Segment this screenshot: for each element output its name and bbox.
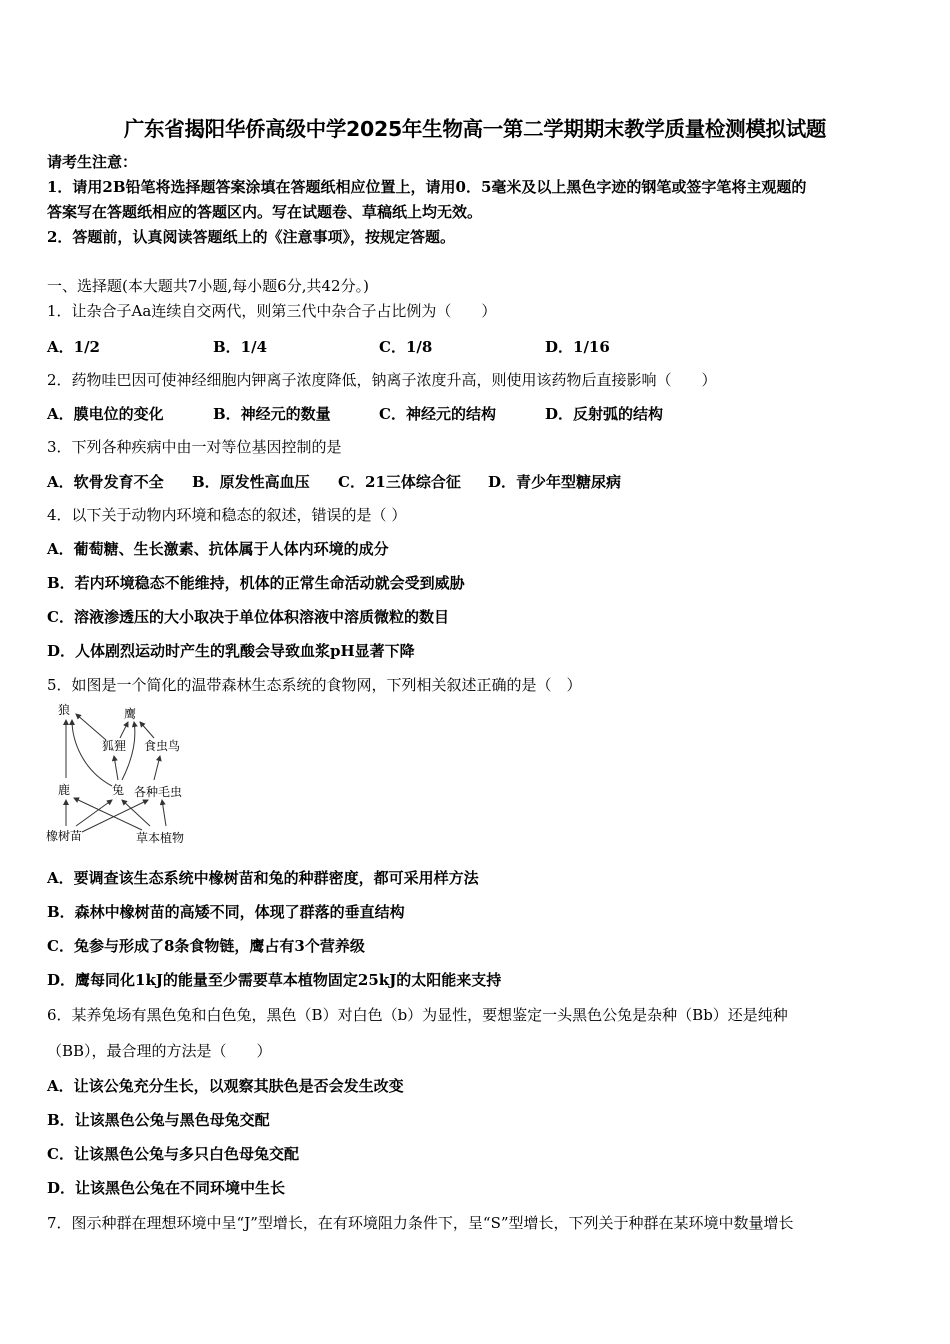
node-caterpillars: 各种毛虫 [134,785,183,799]
q1-option-a[interactable]: A．1/2 [47,338,100,356]
question-1-options [47,336,610,357]
question-2-stem: 2．药物哇巴因可使神经细胞内钾离子浓度降低，钠离子浓度升高，则使用该药物后直接影响（ ） [47,371,717,389]
node-deer: 鹿 [58,783,71,797]
question-6-stem-b: （BB），最合理的方法是（ ） [47,1042,272,1060]
question-7-stem: 7．图示种群在理想环境中呈“J”型增长，在有环境阻力条件下，呈“S”型增长，下列关于种群在某环境中数量增长 [47,1214,794,1232]
q2-option-c[interactable]: C．神经元的结构 [379,405,496,423]
notice-item-1a: 1．请用2B铅笔将选择题答案涂填在答题纸相应位置上，请用0．5毫米及以上黑色字迹的钢笔或签字笔将主观题的 [47,178,807,196]
q3-option-a[interactable]: A．软骨发育不全 [47,473,164,491]
q6-option-b[interactable]: B．让该黑色公兔与黑色母兔交配 [47,1111,270,1129]
q5-option-c[interactable]: C．兔参与形成了8条食物链，鹰占有3个营养级 [47,937,365,955]
node-fox: 狐狸 [102,739,127,753]
question-3-stem: 3．下列各种疾病中由一对等位基因控制的是 [47,438,342,456]
section-heading: 一、选择题(本大题共7小题,每小题6分,共42分。) [47,277,369,295]
q1-option-d[interactable]: D．1/16 [545,338,610,356]
question-3-options [47,471,621,492]
q4-option-b[interactable]: B．若内环境稳态不能维持，机体的正常生命活动就会受到威胁 [47,574,465,592]
question-4-stem: 4．以下关于动物内环境和稳态的叙述，错误的是（ ） [47,506,407,524]
q4-option-c[interactable]: C．溶液渗透压的大小取决于单位体积溶液中溶质微粒的数目 [47,608,449,626]
q5-option-a[interactable]: A．要调查该生态系统中橡树苗和兔的种群密度，都可采用样方法 [47,869,479,887]
q1-option-c[interactable]: C．1/8 [379,338,433,356]
notice-item-1b: 答案写在答题纸相应的答题区内。写在试题卷、草稿纸上均无效。 [47,203,483,221]
q5-option-d[interactable]: D．鹰每同化1kJ的能量至少需要草本植物固定25kJ的太阳能来支持 [47,971,502,989]
node-eagle: 鹰 [124,707,137,721]
page-title: 广东省揭阳华侨高级中学2025年生物高一第二学期期末教学质量检测模拟试题 [123,117,827,141]
q5-option-b[interactable]: B．森林中橡树苗的高矮不同，体现了群落的垂直结构 [47,903,405,921]
q2-option-b[interactable]: B．神经元的数量 [213,405,331,423]
question-1-stem: 1．让杂合子Aa连续自交两代，则第三代中杂合子占比例为（ ） [47,302,497,320]
node-rabbit: 兔 [112,783,125,797]
question-6-stem-a: 6．某养兔场有黑色兔和白色兔，黑色（B）对白色（b）为显性，要想鉴定一头黑色公兔是杂种（Bb）还是纯种 [47,1006,788,1024]
q2-option-a[interactable]: A．膜电位的变化 [47,405,164,423]
q6-option-d[interactable]: D．让该黑色公兔在不同环境中生长 [47,1179,286,1197]
q4-option-a[interactable]: A．葡萄糖、生长激素、抗体属于人体内环境的成分 [47,540,389,558]
q6-option-c[interactable]: C．让该黑色公兔与多只白色母兔交配 [47,1145,299,1163]
question-2-options [47,403,663,424]
q4-option-d[interactable]: D．人体剧烈运动时产生的乳酸会导致血浆pH显著下降 [47,642,415,660]
q2-option-d[interactable]: D．反射弧的结构 [545,405,664,423]
node-oak-seedling: 橡树苗 [46,829,83,843]
node-insectivorous-bird: 食虫鸟 [144,739,181,753]
q3-option-d[interactable]: D．青少年型糖尿病 [488,473,622,491]
node-wolf: 狼 [58,703,71,717]
q1-option-b[interactable]: B．1/4 [213,338,268,356]
q6-option-a[interactable]: A．让该公兔充分生长，以观察其肤色是否会发生改变 [47,1077,404,1095]
notice-item-2: 2．答题前，认真阅读答题纸上的《注意事项》，按规定答题。 [47,228,455,246]
q3-option-c[interactable]: C．21三体综合征 [338,473,461,491]
q3-option-b[interactable]: B．原发性高血压 [192,473,310,491]
question-5-stem: 5．如图是一个简化的温带森林生态系统的食物网，下列相关叙述正确的是（ ） [47,676,582,694]
notice-heading: 请考生注意： [47,153,138,171]
food-web-diagram [42,700,202,848]
node-herbaceous-plants: 草本植物 [136,831,185,845]
